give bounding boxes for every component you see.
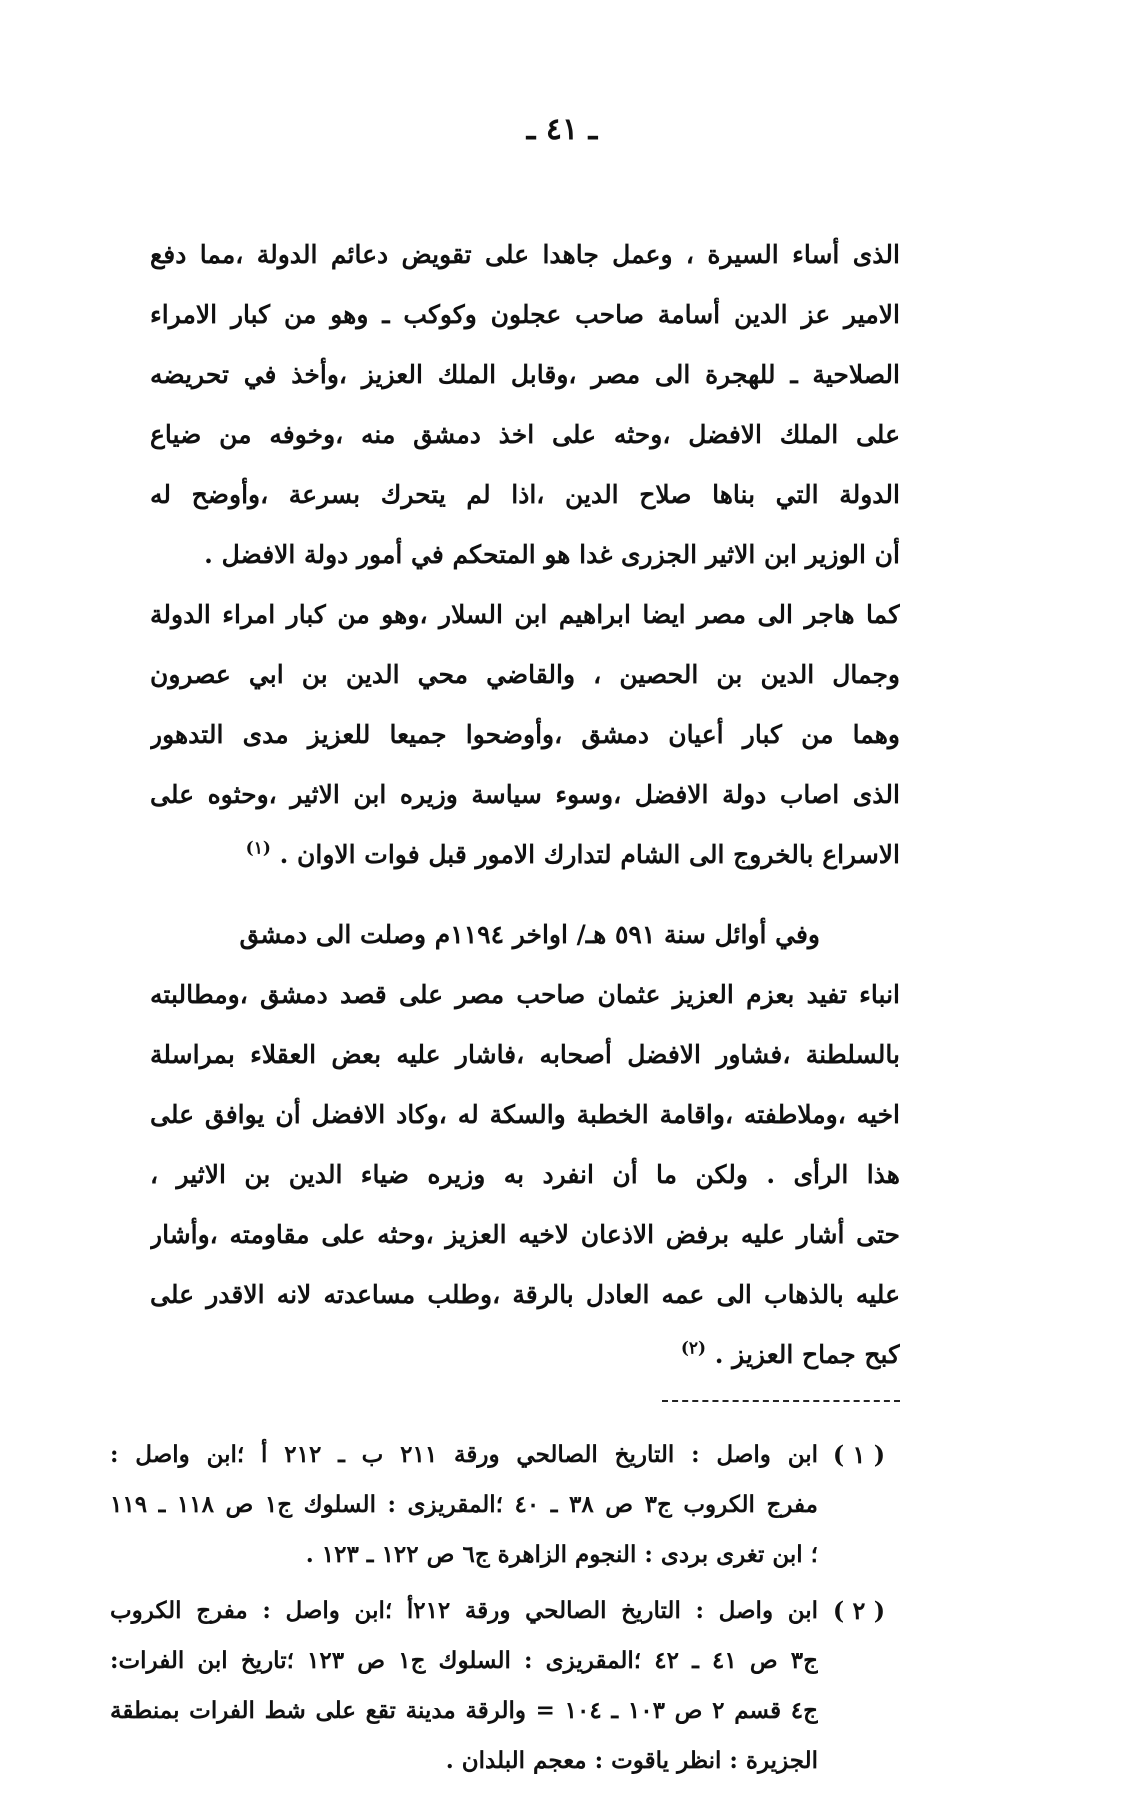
text-line: كما هاجر الى مصر ايضا ابراهيم ابن السلار ،وهو من كبار امراء الدولة [150, 600, 900, 629]
footnote-line: ابن واصل : التاريخ الصالحي ورقة ٢١٢أ ؛ابن واصل : مفرج الكروب [110, 1597, 818, 1624]
text-line: الذى اصاب دولة الافضل ،وسوء سياسة وزيره ابن الاثير ،وحثوه على [150, 780, 900, 809]
paragraph-gap [150, 885, 900, 905]
footnote-line: ج٣ ص ٤١ ـ ٤٢ ؛المقريزى : السلوك ج١ ص ١٢٣ ؛تاريخ ابن الفرات: [110, 1647, 818, 1674]
text-line: كبح جماح العزيز . [714, 1340, 900, 1369]
text-line: الامير عز الدين أسامة صاحب عجلون وكوكب ـ وهو من كبار الامراء [150, 300, 900, 329]
paragraph-3 [150, 905, 900, 1385]
footnote-number: ( ٢ ) [832, 1596, 886, 1625]
text-line: اخيه ،وملاطفته ،واقامة الخطبة والسكة له ،وكاد الافضل أن يوافق على [150, 1100, 900, 1129]
text-line: هذا الرأى . ولكن ما أن انفرد به وزيره ضياء الدين بن الاثير ، [150, 1160, 900, 1189]
text-line: وفي أوائل سنة ٥٩١ هـ/ اواخر ١١٩٤م وصلت الى دمشق [239, 920, 820, 949]
footnote-ref-1: (١) [245, 838, 271, 859]
page-number: ـ ٤١ ـ [526, 112, 598, 147]
footnote-ref-2: (٢) [680, 1338, 707, 1359]
text-line: الدولة التي بناها صلاح الدين ،اذا لم يتحرك بسرعة ،وأوضح له [150, 480, 900, 509]
paragraph-2 [150, 585, 900, 885]
paragraph-1 [150, 225, 900, 585]
footnote-line: الجزيرة : انظر ياقوت : معجم البلدان . [445, 1747, 818, 1774]
text-line: انباء تفيد بعزم العزيز عثمان صاحب مصر على قصد دمشق ،ومطالبته [150, 980, 900, 1009]
text-line: وهما من كبار أعيان دمشق ،وأوضحوا جميعا للعزيز مدى التدهور [150, 720, 900, 749]
text-line: الاسراع بالخروج الى الشام لتدارك الامور قبل فوات الاوان . [279, 840, 900, 869]
footnote-1 [110, 1430, 900, 1580]
text-line: بالسلطنة ،فشاور الافضل أصحابه ،فاشار عليه بعض العقلاء بمراسلة [150, 1040, 900, 1069]
text-line: أن الوزير ابن الاثير الجزرى غدا هو المتحكم في أمور دولة الافضل . [204, 540, 900, 569]
text-line: الذى أساء السيرة ، وعمل جاهدا على تقويض دعائم الدولة ،مما دفع [150, 240, 900, 269]
footnote-line: ابن واصل : التاريخ الصالحي ورقة ٢١١ ب ـ ٢١٢ أ ؛ابن واصل : [110, 1441, 818, 1468]
text-line: حتى أشار عليه برفض الاذعان لاخيه العزيز ،وحثه على مقاومته ،وأشار [150, 1220, 900, 1249]
text-line-with-note [150, 825, 900, 885]
text-line: عليه بالذهاب الى عمه العادل بالرقة ،وطلب مساعدته لانه الاقدر على [150, 1280, 900, 1309]
footnote-line: ج٤ قسم ٢ ص ١٠٣ ـ ١٠٤ = والرقة مدينة تقع على شط الفرات بمنطقة [110, 1697, 818, 1724]
footnotes [110, 1430, 900, 1792]
footnote-body [110, 1430, 818, 1580]
footnote-body [110, 1586, 818, 1786]
text-line-with-note [150, 1325, 900, 1385]
text-line: الصلاحية ـ للهجرة الى مصر ،وقابل الملك العزيز ،وأخذ في تحريضه [150, 360, 900, 389]
main-text [150, 225, 900, 1385]
footnote-2 [110, 1586, 900, 1786]
footnote-separator [662, 1400, 900, 1402]
footnote-line: ؛ ابن تغرى بردى : النجوم الزاهرة ج٦ ص ١٢٢ ـ ١٢٣ . [305, 1541, 818, 1568]
footnote-number: ( ١ ) [832, 1440, 886, 1469]
text-line: وجمال الدين بن الحصين ، والقاضي محي الدين بن ابي عصرون [150, 660, 900, 689]
text-line: على الملك الافضل ،وحثه على اخذ دمشق منه ،وخوفه من ضياع [150, 420, 900, 449]
footnote-line: مفرج الكروب ج٣ ص ٣٨ ـ ٤٠ ؛المقريزى : السلوك ج١ ص ١١٨ ـ ١١٩ [110, 1491, 818, 1518]
